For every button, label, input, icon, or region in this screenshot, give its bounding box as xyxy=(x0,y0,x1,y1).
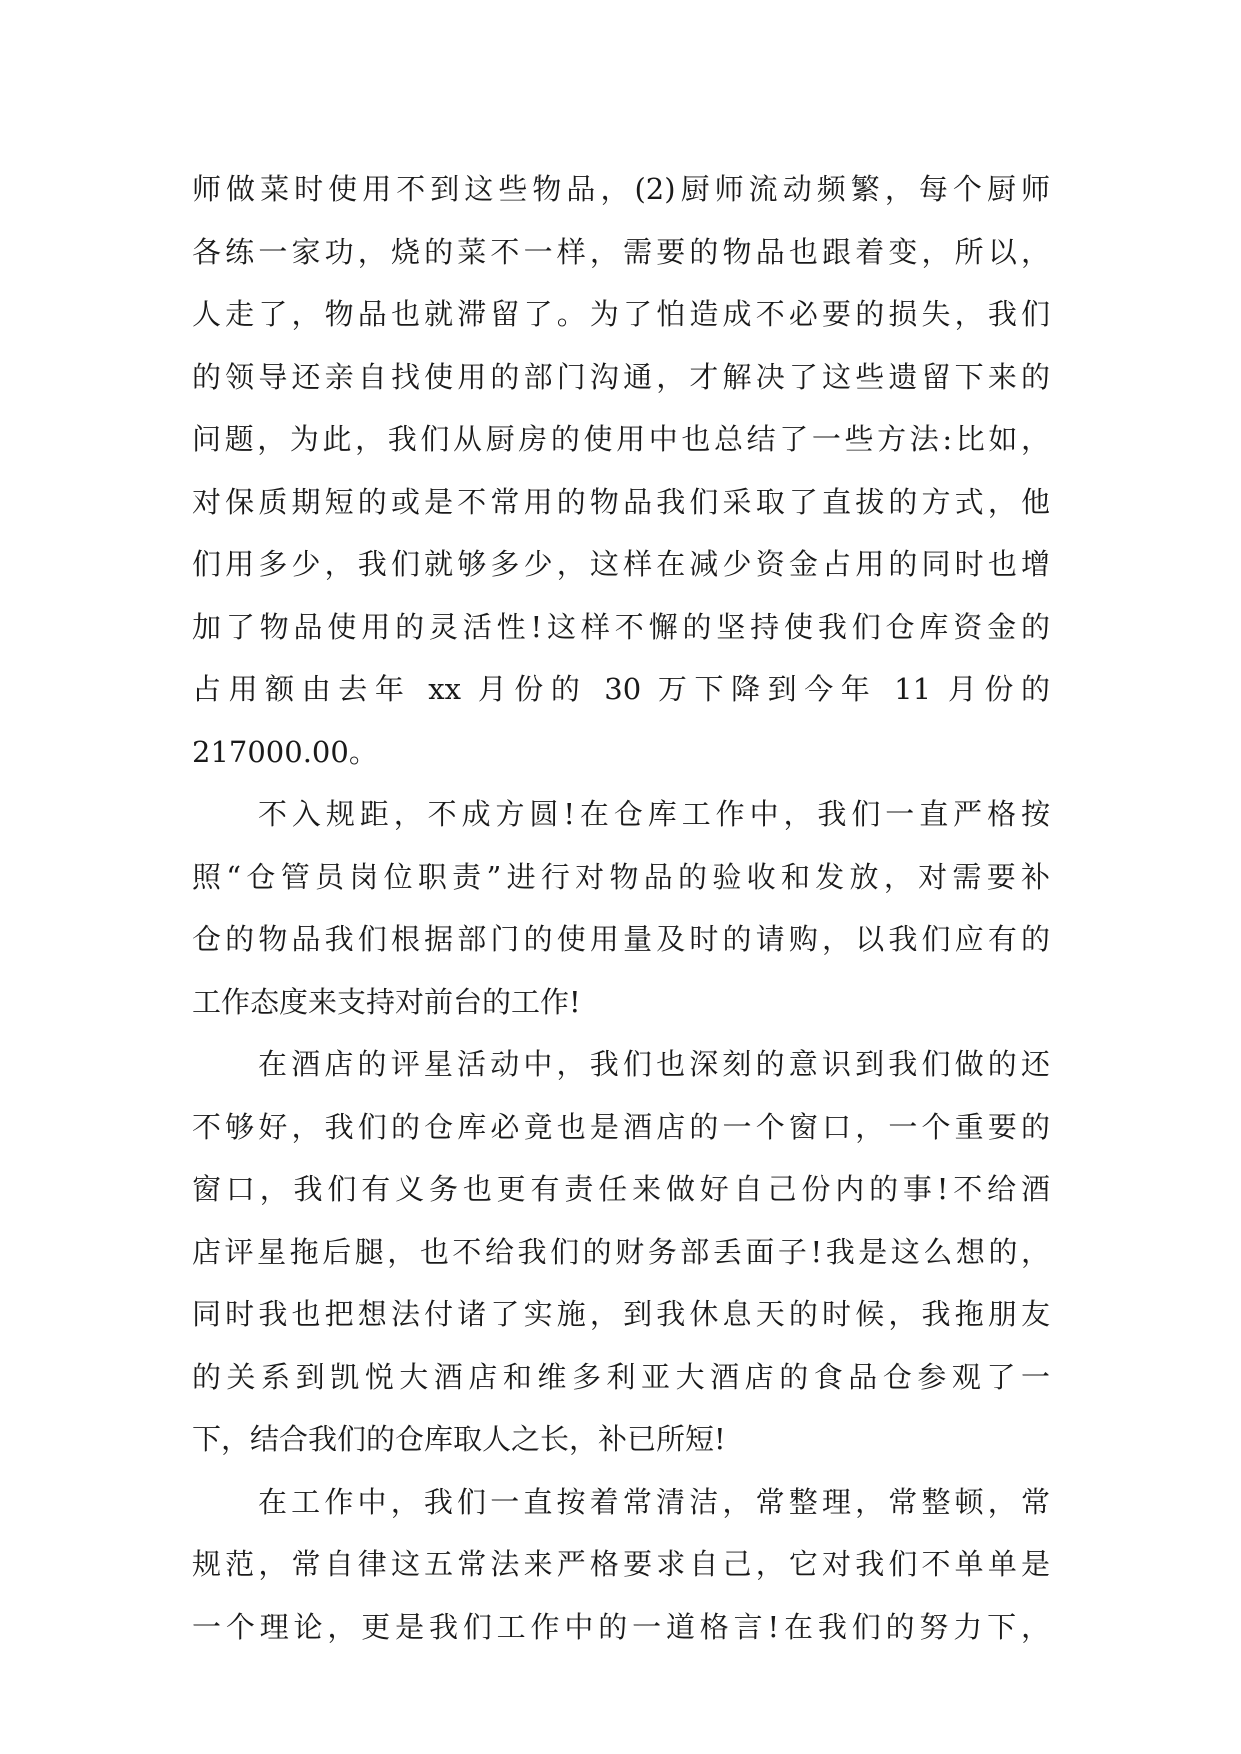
text-line: 的关系到凯悦大酒店和维多利亚大酒店的食品仓参观了一 xyxy=(192,1359,1050,1394)
text-line: 们用多少，我们就够多少，这样在减少资金占用的同时也增 xyxy=(192,547,1050,581)
text-line: 仓的物品我们根据部门的使用量及时的请购，以我们应有的 xyxy=(192,922,1050,956)
text-line: 问题，为此，我们从厨房的使用中也总结了一些方法:比如， xyxy=(192,422,1050,456)
text-line: 一个理论，更是我们工作中的一道格言!在我们的努力下， xyxy=(192,1609,1050,1644)
text-line: 同时我也把想法付诸了实施，到我休息天的时候，我拖朋友 xyxy=(192,1297,1050,1331)
text-line: 工作态度来支持对前台的工作! xyxy=(192,984,581,1019)
text-line: 规范，常自律这五常法来严格要求自己，它对我们不单单是 xyxy=(192,1547,1050,1581)
text-line: 人走了，物品也就滞留了。为了怕造成不必要的损失，我们 xyxy=(192,297,1050,331)
paragraph-start-line: 在酒店的评星活动中，我们也深刻的意识到我们做的还 xyxy=(258,1047,1050,1081)
paragraph-start-line: 不入规距，不成方圆!在仓库工作中，我们一直严格按 xyxy=(258,797,1050,831)
text-line: 照“仓管员岗位职责”进行对物品的验收和发放，对需要补 xyxy=(192,859,1050,894)
paragraph-start-line: 在工作中，我们一直按着常清洁，常整理，常整顿，常 xyxy=(258,1484,1050,1519)
text-line: 对保质期短的或是不常用的物品我们采取了直拔的方式，他 xyxy=(192,484,1050,519)
text-line: 的领导还亲自找使用的部门沟通，才解决了这些遗留下来的 xyxy=(192,359,1050,394)
text-line: 窗口，我们有义务也更有责任来做好自己份内的事!不给酒 xyxy=(192,1172,1050,1206)
text-line: 师做菜时使用不到这些物品，(2)厨师流动频繁，每个厨师 xyxy=(192,172,1050,206)
document-body xyxy=(192,158,1050,1658)
text-line: 加了物品使用的灵活性!这样不懈的坚持使我们仓库资金的 xyxy=(192,609,1050,644)
text-line: 各练一家功，烧的菜不一样，需要的物品也跟着变，所以， xyxy=(192,234,1050,269)
text-line: 217000.00。 xyxy=(192,734,378,769)
text-line: 占用额由去年 xx 月份的 30 万下降到今年 11 月份的 xyxy=(192,672,1050,706)
text-line: 不够好，我们的仓库必竟也是酒店的一个窗口，一个重要的 xyxy=(192,1109,1050,1144)
text-line: 店评星拖后腿，也不给我们的财务部丢面子!我是这么想的， xyxy=(192,1234,1050,1269)
text-line: 下，结合我们的仓库取人之长，补已所短! xyxy=(192,1422,726,1456)
